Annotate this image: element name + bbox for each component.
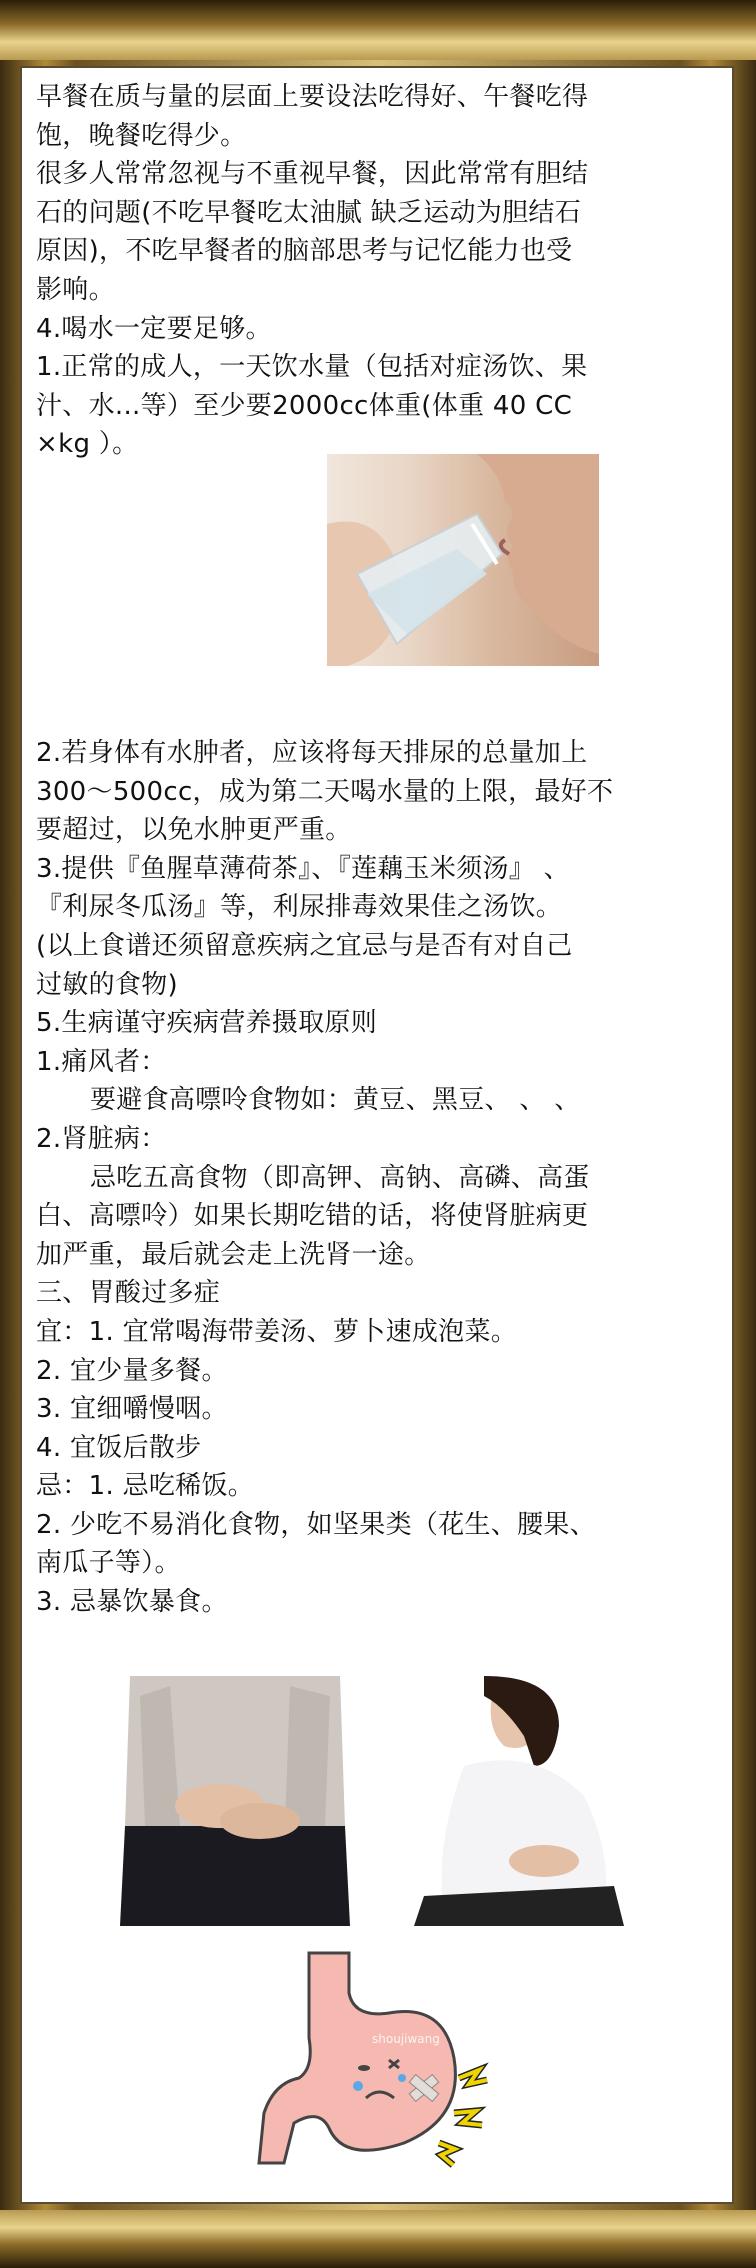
- text-line: 过敏的食物): [36, 969, 178, 1000]
- text-line: 忌：1. 忌吃稀饭。: [36, 1471, 255, 1502]
- text-line: (以上食谱还须留意疾病之宜忌与是否有对自己: [36, 930, 573, 961]
- text-line: 影响。: [36, 274, 115, 305]
- drinking-water-photo: [327, 454, 599, 666]
- text-line: 南瓜子等）。: [36, 1548, 181, 1579]
- watermark-text: shoujiwang: [372, 2032, 440, 2046]
- text-line: 2.若身体有水肿者，应该将每天排尿的总量加上: [36, 738, 588, 768]
- text-line: 3. 宜细嚼慢咽。: [36, 1394, 228, 1425]
- text-line: 石的问题(不吃早餐吃太油腻 缺乏运动为胆结石: [36, 197, 582, 228]
- text-line: 早餐在质与量的层面上要设法吃得好、午餐吃得: [36, 82, 589, 112]
- text-line: 5.生病谨守疾病营养摄取原则: [36, 1008, 378, 1039]
- text-line: 1.正常的成人，一天饮水量（包括对症汤饮、果: [36, 352, 588, 383]
- article-paper: [20, 66, 734, 2204]
- text-line: 3. 忌暴饮暴食。: [36, 1587, 228, 1618]
- text-line: 2. 宜少量多餐。: [36, 1355, 228, 1386]
- text-line: 白、高嘌呤）如果长期吃错的话，将使肾脏病更: [36, 1201, 589, 1232]
- text-line: 4.喝水一定要足够。: [36, 313, 272, 344]
- text-line: 要超过，以免水肿更严重。: [36, 815, 352, 846]
- text-line: 加严重，最后就会走上洗肾一途。: [36, 1239, 431, 1270]
- text-line: 饱，晚餐吃得少。: [36, 120, 247, 151]
- article-text-section-b: [36, 734, 726, 1622]
- gout-advice: 要避食高嘌呤食物如：黄豆、黑豆、 、 、: [90, 1085, 581, 1116]
- text-line: 3.提供『鱼腥草薄荷茶』、『莲藕玉米须汤』 、: [36, 853, 570, 884]
- cartoon-stomach-illustration: [254, 1948, 504, 2198]
- text-line: ×kg ）。: [36, 429, 139, 460]
- text-line: 宜：1. 宜常喝海带姜汤、萝卜速成泡菜。: [36, 1316, 518, 1347]
- stomach-ache-photo-sitting: [384, 1676, 634, 1926]
- text-line: 300～500cc，成为第二天喝水量的上限，最好不: [36, 776, 614, 807]
- text-line: 忌吃五高食物（即高钾、高钠、高磷、高蛋: [90, 1162, 590, 1193]
- text-line: 三、胃酸过多症: [36, 1278, 221, 1309]
- text-line: 原因)，不吃早餐者的脑部思考与记忆能力也受: [36, 236, 573, 267]
- text-line: 汁、水...等）至少要2000cc体重(体重 40 CC: [36, 390, 573, 421]
- text-line: 2. 少吃不易消化食物，如坚果类（花生、腰果、: [36, 1509, 596, 1540]
- gold-frame-top: [0, 0, 756, 60]
- text-line: 『利尿冬瓜汤』等，利尿排毒效果佳之汤饮。: [36, 892, 563, 923]
- kidney-heading: 2.肾脏病：: [36, 1123, 167, 1154]
- stomach-ache-photo-standing: [110, 1676, 360, 1926]
- text-line: 1.痛风者：: [36, 1046, 167, 1077]
- text-line: 很多人常常忽视与不重视早餐，因此常常有胆结: [36, 159, 589, 190]
- gold-frame-bottom: [0, 2210, 756, 2268]
- article-text-section-a: [36, 78, 726, 464]
- text-line: 4. 宜饭后散步: [36, 1432, 202, 1463]
